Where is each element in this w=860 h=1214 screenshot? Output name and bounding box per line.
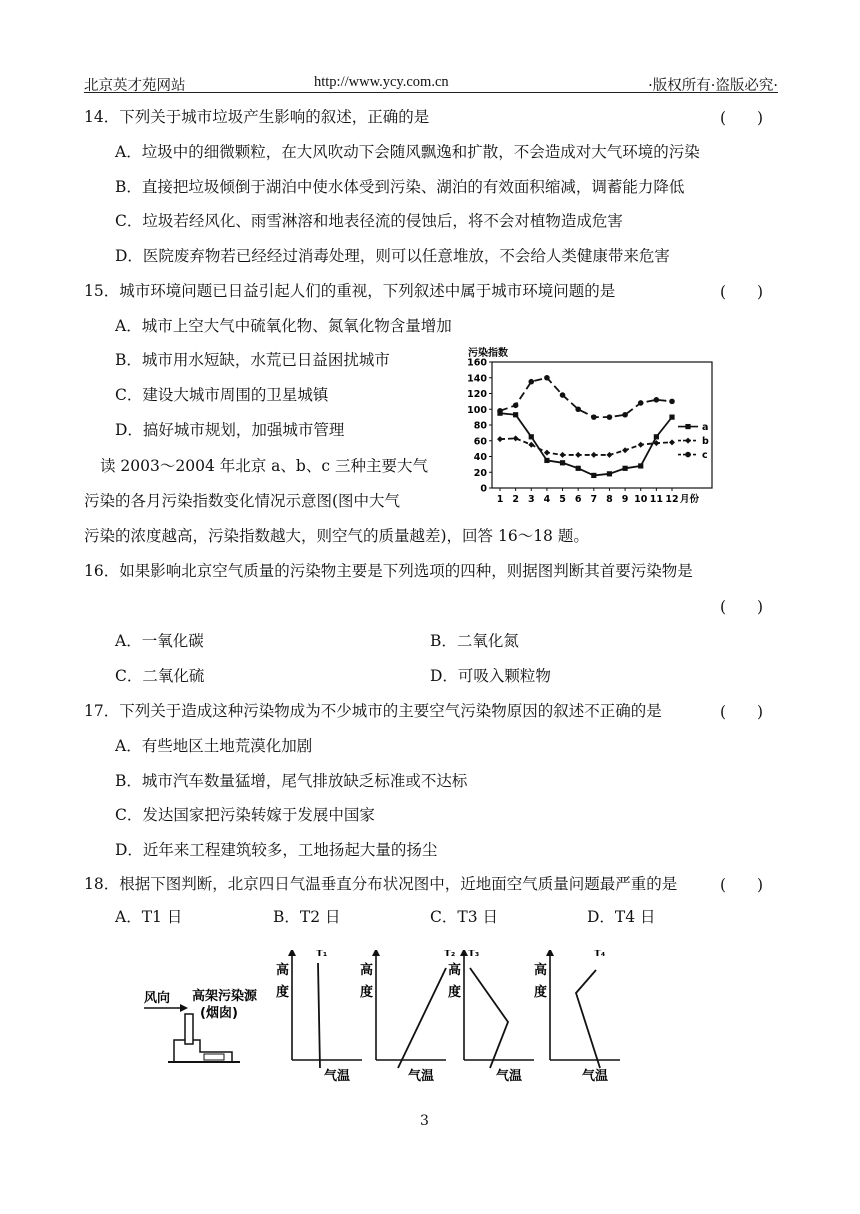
q16-answer-paren: ( )	[720, 598, 764, 616]
pollution-source-label: 高架污染源	[192, 989, 258, 1004]
series-b-point	[528, 442, 534, 448]
temperature-profile-diagram	[140, 950, 620, 1090]
y-tick-label: 120	[467, 389, 487, 400]
y-tick-label: 60	[473, 436, 487, 448]
profile-y-label-1: 高	[276, 963, 290, 978]
series-c-point	[669, 399, 675, 405]
pollution-index-chart	[460, 344, 732, 504]
x-tick-label: 4	[543, 494, 551, 504]
chimney-label: (烟囱)	[200, 1006, 238, 1021]
chart-y-ticks	[467, 358, 492, 495]
page-number: 3	[420, 1113, 429, 1129]
profile-x-label: 气温	[496, 1069, 523, 1084]
q17-option-d: D．近年来工程建筑较多，工地扬起大量的扬尘	[115, 841, 438, 859]
profile-y-label-2: 度	[534, 985, 548, 1000]
x-tick-label: 2	[512, 494, 519, 504]
profile-panel-4	[534, 950, 620, 1084]
header-site-name: 北京英才苑网站	[84, 78, 186, 94]
chimney-illustration	[144, 988, 258, 1062]
series-a-point	[529, 434, 534, 439]
profile-temperature-line	[398, 968, 446, 1068]
profile-y-arrow	[546, 950, 554, 956]
chart-x-ticks	[497, 488, 700, 504]
x-tick-label: 1	[496, 494, 504, 504]
chart-legend	[678, 422, 709, 461]
series-c-point	[622, 412, 628, 418]
series-b-point	[669, 439, 675, 445]
series-a-point	[622, 466, 627, 471]
series-c-point	[513, 403, 519, 409]
profile-panel-1	[276, 950, 362, 1084]
series-c-point	[544, 375, 550, 381]
series-c-point	[654, 397, 660, 403]
chart-plot-frame	[492, 362, 712, 488]
series-a-point	[607, 471, 612, 476]
chart-y-axis-label: 污染指数	[468, 348, 508, 359]
profile-title: T₂	[444, 950, 456, 959]
series-a-point	[669, 415, 674, 420]
profile-panel-2	[360, 950, 455, 1084]
series-c-point	[497, 408, 503, 414]
wind-arrow-head	[180, 1004, 188, 1012]
q16-stem: 16．如果影响北京空气质量的污染物主要是下列选项的四种，则据图判断其首要污染物是	[84, 562, 693, 580]
series-c-point	[607, 414, 613, 420]
series-b-point	[575, 452, 581, 458]
reading-line-1: 读 2003～2004 年北京 a、b、c 三种主要大气	[100, 457, 428, 475]
profile-y-label-1: 高	[534, 963, 548, 978]
q16-option-c: C．二氧化硫	[115, 667, 205, 685]
series-a-point	[654, 434, 659, 439]
series-b-point	[622, 447, 628, 453]
q18-stem: 18．根据下图判断，北京四日气温垂直分布状况图中，近地面空气质量问题最严重的是	[84, 875, 678, 893]
profile-y-label-2: 度	[448, 985, 462, 1000]
q17-answer-paren: ( )	[720, 703, 764, 721]
profile-y-arrow	[372, 950, 380, 956]
q16-option-b: B．二氧化氮	[430, 632, 519, 650]
series-c-point	[638, 400, 644, 406]
temperature-panels	[276, 950, 620, 1084]
profile-x-label: 气温	[408, 1069, 435, 1084]
q18-option-a: A．T1 日	[115, 908, 183, 926]
temperature-profile-svg	[140, 950, 620, 1090]
factory-detail	[204, 1054, 224, 1060]
x-tick-label: 12	[665, 494, 679, 504]
q15-stem: 15．城市环境问题已日益引起人们的重视，下列叙述中属于城市环境问题的是	[84, 282, 616, 300]
x-tick-label: 8	[606, 494, 613, 504]
q17-option-b: B．城市汽车数量猛增，尾气排放缺乏标准或不达标	[115, 772, 468, 790]
profile-title: T₁	[316, 950, 328, 959]
q14-option-b: B．直接把垃圾倾倒于湖泊中使水体受到污染、湖泊的有效面积缩减，调蓄能力降低	[115, 178, 685, 196]
q18-option-c: C．T3 日	[430, 908, 498, 926]
wind-direction-label: 风向	[144, 991, 171, 1006]
profile-y-label-2: 度	[360, 985, 374, 1000]
series-a-point	[576, 466, 581, 471]
reading-line-2: 污染的各月污染指数变化情况示意图(图中大气	[84, 492, 401, 510]
q18-option-b: B．T2 日	[273, 908, 341, 926]
x-tick-label: 5	[559, 494, 566, 504]
profile-y-arrow	[288, 950, 296, 956]
factory-low-building	[193, 1040, 232, 1062]
x-tick-label: 6	[574, 494, 582, 504]
chart-series	[497, 375, 675, 478]
series-a-point	[513, 412, 518, 417]
series-a-line	[500, 413, 672, 475]
legend-a-label: a	[702, 422, 709, 434]
series-a-point	[638, 463, 643, 468]
y-tick-label: 100	[467, 404, 487, 416]
q16-option-a: A．一氧化碳	[115, 632, 204, 650]
x-axis-unit: 月份	[680, 494, 700, 504]
profile-x-label: 气温	[582, 1069, 609, 1084]
x-tick-label: 9	[621, 494, 629, 504]
series-c-point	[560, 392, 566, 398]
legend-b-marker	[685, 438, 691, 444]
series-b-point	[513, 435, 519, 441]
series-c-line	[500, 378, 672, 417]
x-tick-label: 7	[590, 494, 598, 504]
series-b-line	[500, 438, 672, 455]
series-a-point	[560, 460, 565, 465]
q15-option-d: D．搞好城市规划，加强城市管理	[115, 421, 345, 439]
y-tick-label: 80	[473, 420, 487, 432]
page-header	[84, 70, 778, 93]
series-b-point	[606, 452, 612, 458]
y-tick-label: 160	[467, 357, 487, 369]
series-b-point	[591, 452, 597, 458]
x-tick-label: 10	[634, 494, 648, 504]
profile-y-label-1: 高	[360, 963, 374, 978]
q17-option-a: A．有些地区土地荒漠化加剧	[115, 737, 313, 755]
q14-option-d: D．医院废弃物若已经经过消毒处理，则可以任意堆放，不会给人类健康带来危害	[115, 247, 670, 265]
profile-temperature-line	[318, 963, 320, 1068]
x-tick-label: 11	[649, 494, 663, 504]
series-c-point	[528, 379, 534, 385]
q15-option-b: B．城市用水短缺，水荒已日益困扰城市	[115, 351, 390, 369]
series-c-point	[591, 414, 597, 420]
reading-line-3: 污染的浓度越高，污染指数越大，则空气的质量越差)，回答 16～18 题。	[84, 527, 589, 545]
header-copyright: ·版权所有·盗版必究·	[648, 78, 778, 94]
q18-answer-paren: ( )	[720, 876, 764, 894]
legend-c-marker	[685, 452, 691, 458]
q15-option-a: A．城市上空大气中硫氧化物、氮氧化物含量增加	[115, 317, 452, 335]
y-tick-label: 20	[473, 467, 487, 479]
q17-stem: 17．下列关于造成这种污染物成为不少城市的主要空气污染物原因的叙述不正确的是	[84, 702, 662, 720]
series-a-point	[591, 473, 596, 478]
q15-answer-paren: ( )	[720, 283, 764, 301]
y-tick-label: 0	[480, 483, 487, 495]
legend-a-marker	[685, 424, 690, 429]
q14-option-c: C．垃圾若经风化、雨雪淋溶和地表径流的侵蚀后，将不会对植物造成危害	[115, 212, 623, 230]
series-c-point	[575, 406, 581, 412]
q14-stem: 14．下列关于城市垃圾产生影响的叙述，正确的是	[84, 108, 430, 126]
profile-temperature-line	[470, 968, 508, 1068]
series-b-point	[497, 436, 503, 442]
header-url: http://www.ycy.com.cn	[314, 74, 449, 90]
q14-option-a: A．垃圾中的细微颗粒，在大风吹动下会随风飘逸和扩散，不会造成对大气环境的污染	[115, 143, 700, 161]
factory-building	[174, 1040, 185, 1062]
series-b-point	[638, 442, 644, 448]
profile-y-label-1: 高	[448, 963, 462, 978]
y-tick-label: 140	[467, 373, 487, 385]
profile-x-label: 气温	[324, 1069, 351, 1084]
q17-option-c: C．发达国家把污染转嫁于发展中国家	[115, 806, 375, 824]
q18-option-d: D．T4 日	[587, 908, 656, 926]
profile-y-label-2: 度	[276, 985, 290, 1000]
profile-title: T₃	[468, 950, 480, 959]
pollution-chart-svg	[460, 344, 732, 504]
profile-y-arrow	[460, 950, 468, 956]
profile-temperature-line	[576, 970, 600, 1068]
q15-option-c: C．建设大城市周围的卫星城镇	[115, 386, 329, 404]
chimney-stack	[185, 1014, 193, 1044]
q16-option-d: D．可吸入颗粒物	[430, 667, 551, 685]
profile-title: T₄	[594, 950, 606, 959]
q14-answer-paren: ( )	[720, 109, 764, 127]
series-a-point	[544, 458, 549, 463]
legend-c-label: c	[702, 450, 708, 462]
x-tick-label: 3	[527, 494, 535, 504]
y-tick-label: 40	[473, 452, 487, 463]
profile-panel-3	[448, 950, 534, 1084]
series-b-point	[544, 450, 550, 456]
legend-b-label: b	[702, 436, 709, 448]
series-b-point	[560, 452, 566, 458]
